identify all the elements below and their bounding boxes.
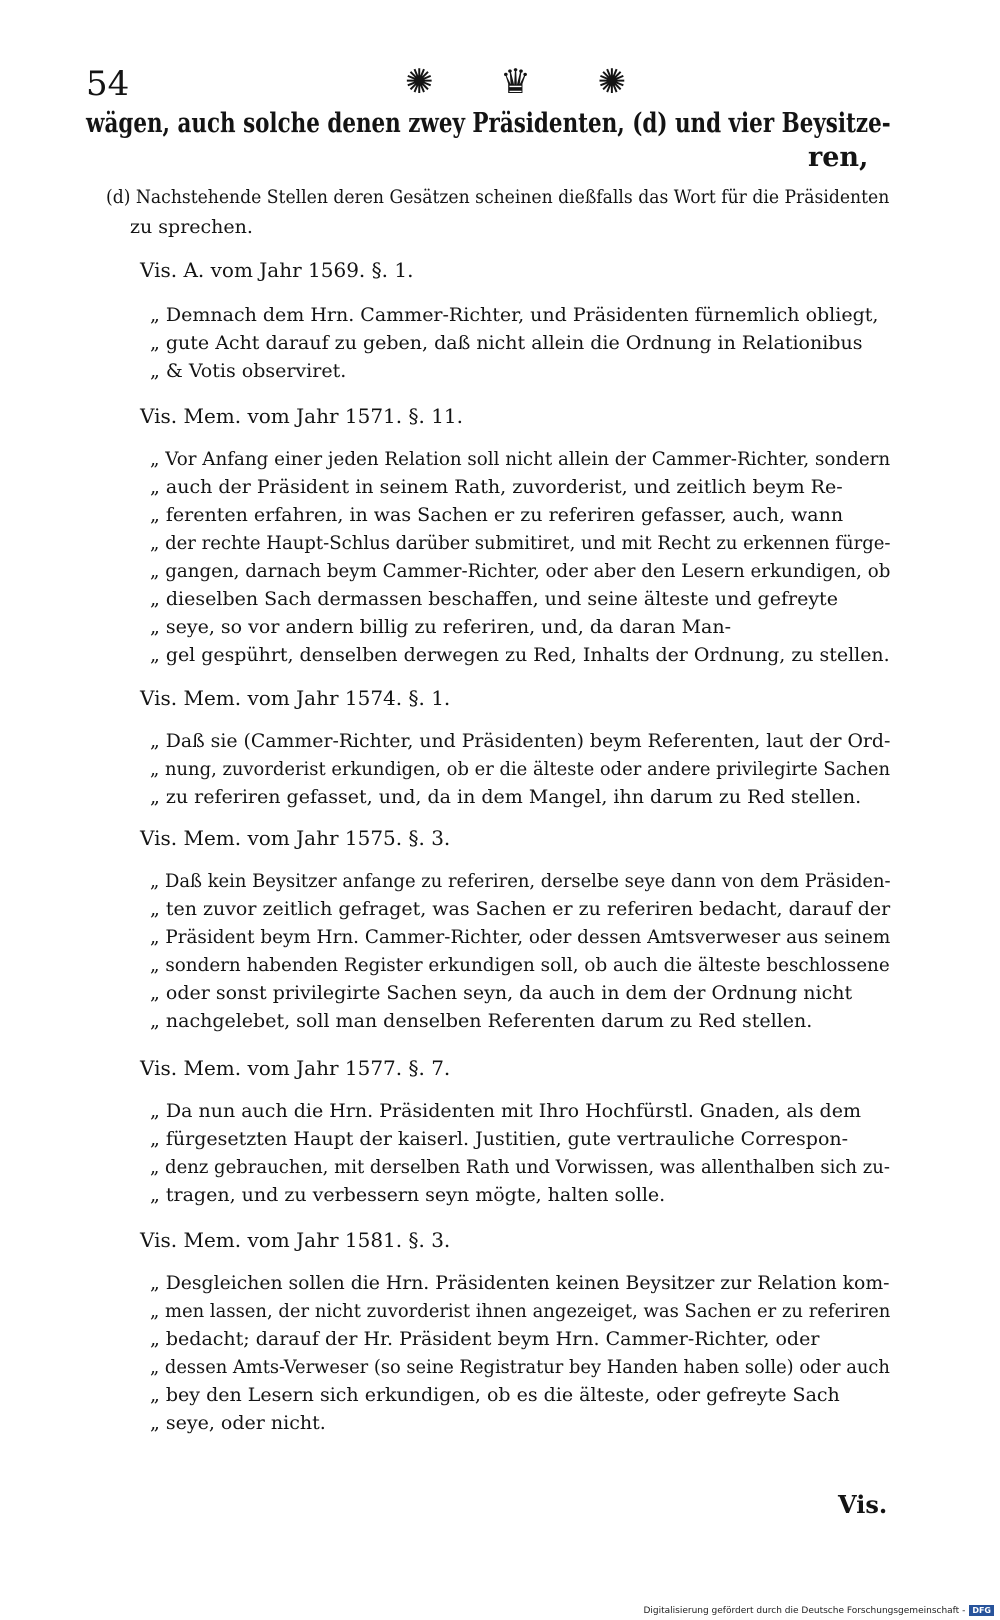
- catchword: Vis.: [838, 1490, 888, 1519]
- citation-heading: Vis. Mem. vom Jahr 1571. §. 11.: [140, 404, 463, 428]
- quote-line: „ bedacht; darauf der Hr. Präsident beym Hrn. Cammer-Richter, oder: [150, 1328, 820, 1350]
- quote-line: „ auch der Präsident in seinem Rath, zuvorderist, und zeitlich beym Re-: [150, 476, 843, 498]
- quote-line: „ & Votis observiret.: [150, 360, 347, 382]
- quote-line: „ dieselben Sach dermassen beschaffen, und seine älteste und gefreyte: [150, 588, 838, 610]
- quote-line: „ Daß kein Beysitzer anfange zu referiren, derselbe seye dann von dem Präsiden-: [150, 870, 891, 892]
- citation-heading: Vis. Mem. vom Jahr 1575. §. 3.: [140, 826, 451, 850]
- citation-heading: Vis. Mem. vom Jahr 1577. §. 7.: [140, 1056, 451, 1080]
- quote-line: „ zu referiren gefasset, und, da in dem Mangel, ihn darum zu Red stellen.: [150, 786, 862, 808]
- quote-line: „ ten zuvor zeitlich gefraget, was Sachen er zu referiren bedacht, darauf der: [150, 898, 891, 920]
- quote-line: „ Vor Anfang einer jeden Relation soll nicht allein der Cammer-Richter, sondern: [150, 448, 891, 470]
- quote-line: „ der rechte Haupt-Schlus darüber submitiret, und mit Recht zu erkennen fürge-: [150, 532, 891, 554]
- citation-heading: Vis. A. vom Jahr 1569. §. 1.: [140, 258, 414, 282]
- quote-line: „ Demnach dem Hrn. Cammer-Richter, und Präsidenten fürnemlich obliegt,: [150, 304, 879, 326]
- page-number: 54: [86, 64, 130, 104]
- quote-line: „ oder sonst privilegirte Sachen seyn, da auch in dem der Ordnung nicht: [150, 982, 853, 1004]
- quote-line: „ denz gebrauchen, mit derselben Rath und Vorwissen, was allenthalben sich zu-: [150, 1156, 890, 1178]
- quote-line: „ gangen, darnach beym Cammer-Richter, oder aber den Lesern erkundigen, ob: [150, 560, 891, 582]
- ornament-header-icon: ✺ ♛ ✺: [405, 62, 655, 102]
- quote-line: „ fürgesetzten Haupt der kaiserl. Justitien, gute vertrauliche Correspon-: [150, 1128, 849, 1150]
- footnote-line: zu sprechen.: [130, 216, 253, 238]
- quote-line: „ Daß sie (Cammer-Richter, und Präsidenten) beym Referenten, laut der Ord-: [150, 730, 891, 752]
- body-text-line: ren,: [808, 142, 869, 173]
- quote-line: „ nachgelebet, soll man denselben Referenten darum zu Red stellen.: [150, 1010, 813, 1032]
- quote-line: „ tragen, und zu verbessern seyn mögte, halten solle.: [150, 1184, 666, 1206]
- quote-line: „ seye, oder nicht.: [150, 1412, 326, 1434]
- digitization-credit: [643, 1605, 994, 1616]
- quote-line: „ nung, zuvorderist erkundigen, ob er die älteste oder andere privilegirte Sachen: [150, 758, 891, 780]
- footnote-line: (d) Nachstehende Stellen deren Gesätzen scheinen dießfalls das Wort für die Präsidenten: [106, 186, 890, 208]
- citation-heading: Vis. Mem. vom Jahr 1581. §. 3.: [140, 1228, 451, 1252]
- quote-line: „ gute Acht darauf zu geben, daß nicht allein die Ordnung in Relationibus: [150, 332, 863, 354]
- quote-line: „ dessen Amts-Verweser (so seine Registratur bey Handen haben solle) oder auch: [150, 1356, 890, 1378]
- body-text-line: wägen, auch solche denen zwey Präsidenten, (d) und vier Beysitze-: [86, 108, 891, 139]
- quote-line: „ Da nun auch die Hrn. Präsidenten mit Ihro Hochfürstl. Gnaden, als dem: [150, 1100, 861, 1122]
- quote-line: „ bey den Lesern sich erkundigen, ob es die älteste, oder gefreyte Sach: [150, 1384, 840, 1406]
- dfg-logo-icon: DFG: [969, 1605, 994, 1616]
- quote-line: „ Präsident beym Hrn. Cammer-Richter, oder dessen Amtsverweser aus seinem: [150, 926, 891, 948]
- credit-text: Digitalisierung gefördert durch die Deutsche Forschungsgemeinschaft -: [643, 1605, 966, 1616]
- quote-line: „ seye, so vor andern billig zu referiren, und, da daran Man-: [150, 616, 732, 638]
- quote-line: „ men lassen, der nicht zuvorderist ihnen angezeiget, was Sachen er zu referiren: [150, 1300, 891, 1322]
- quote-line: „ sondern habenden Register erkundigen soll, ob auch die älteste beschlossene: [150, 954, 890, 976]
- quote-line: „ Desgleichen sollen die Hrn. Präsidenten keinen Beysitzer zur Relation kom-: [150, 1272, 890, 1294]
- quote-line: „ gel gespührt, denselben derwegen zu Red, Inhalts der Ordnung, zu stellen.: [150, 644, 890, 666]
- citation-heading: Vis. Mem. vom Jahr 1574. §. 1.: [140, 686, 451, 710]
- quote-line: „ ferenten erfahren, in was Sachen er zu referiren gefasser, auch, wann: [150, 504, 844, 526]
